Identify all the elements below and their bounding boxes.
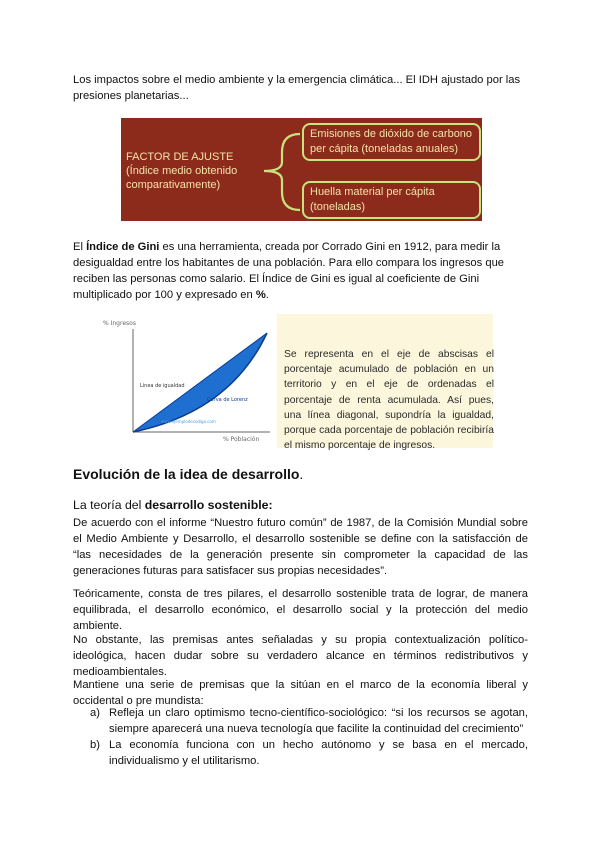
lorenz-curve-label: Curva de Lorenz: [207, 397, 248, 403]
factor-item-emisiones: Emisiones de dióxido de carbono per cápita (toneladas anuales): [302, 123, 481, 161]
inequality-label: Desigualdad: [172, 347, 204, 353]
premisas-list: [73, 705, 528, 769]
section-subtitle: La teoría del desarrollo sostenible:: [73, 498, 273, 512]
intro-paragraph: Los impactos sobre el medio ambiente y la emergencia climática... El IDH ajustado por las presiones planetarias...: [73, 74, 521, 102]
factor-item-huella: Huella material per cápita (toneladas): [302, 181, 481, 219]
paragraph-1: De acuerdo con el informe “Nuestro futuro común” de 1987, de la Comisión Mundial sobre el Medio Ambiente y Desarrollo, el desarrollo sostenible se define con la satisfacción de “las necesidades de la generación presente sin comprometer la capacidad de las generaciones futuras para satisfacer sus propias necesidades”.: [73, 517, 528, 577]
section-title: Evolución de la idea de desarrollo.: [73, 466, 304, 482]
lorenz-chart: [95, 314, 277, 448]
equality-line-label: Línea de igualdad: [140, 383, 185, 389]
watermark: www.ejemplodecodigo.com: [161, 419, 216, 424]
list-item: a) Refleja un claro optimismo tecno-científico-sociológico: “si los recursos se agotan, siempre aparecerá una nueva tecnología que facilite la continuidad del crecimiento”: [90, 707, 528, 735]
factor-ajuste-label: FACTOR DE AJUSTE (Índice medio obtenido comparativamente): [126, 151, 238, 191]
paragraph-3: No obstante, las premisas antes señaladas y su propia contextualización político-ideológica, hacen dudar sobre su verdadero alcance en términos redistributivos y medioambientales.: [73, 634, 528, 678]
paragraph-2: Teóricamente, consta de tres pilares, el desarrollo sostenible trata de lograr, de manera equilibrada, el desarrollo económico, el desarrollo social y la protección del medio ambiente.: [73, 588, 528, 632]
paragraph-4: Mantiene una serie de premisas que la sitúan en el marco de la economía liberal y occidental o pre mundista:: [73, 679, 528, 707]
brace-icon: [250, 126, 310, 216]
gini-paragraph: El Índice de Gini es una herramienta, creada por Corrado Gini en 1912, para medir la desigualdad entre los habitantes de una población. Para ello compara los ingresos que reciben las personas como salario. El Índice de Gini es igual al coeficiente de Gini multiplicado por 100 y expresado en %.: [73, 241, 505, 301]
y-axis-label: % Ingresos: [103, 320, 136, 327]
x-axis-label: % Población: [223, 436, 260, 443]
gini-term: Índice de Gini: [86, 241, 160, 253]
list-item: b) La economía funciona con un hecho autónomo y se basa en el mercado, individualismo y el utilitarismo.: [90, 739, 528, 767]
lorenz-caption: Se representa en el eje de abscisas el porcentaje acumulado de población en un territorio y en el eje de ordenadas el porcentaje de renta acumulada. Así pues, una línea diagonal, supondría la igualdad, porque cada porcentaje de población recibiría el mismo porcentaje de ingresos.: [284, 349, 494, 452]
